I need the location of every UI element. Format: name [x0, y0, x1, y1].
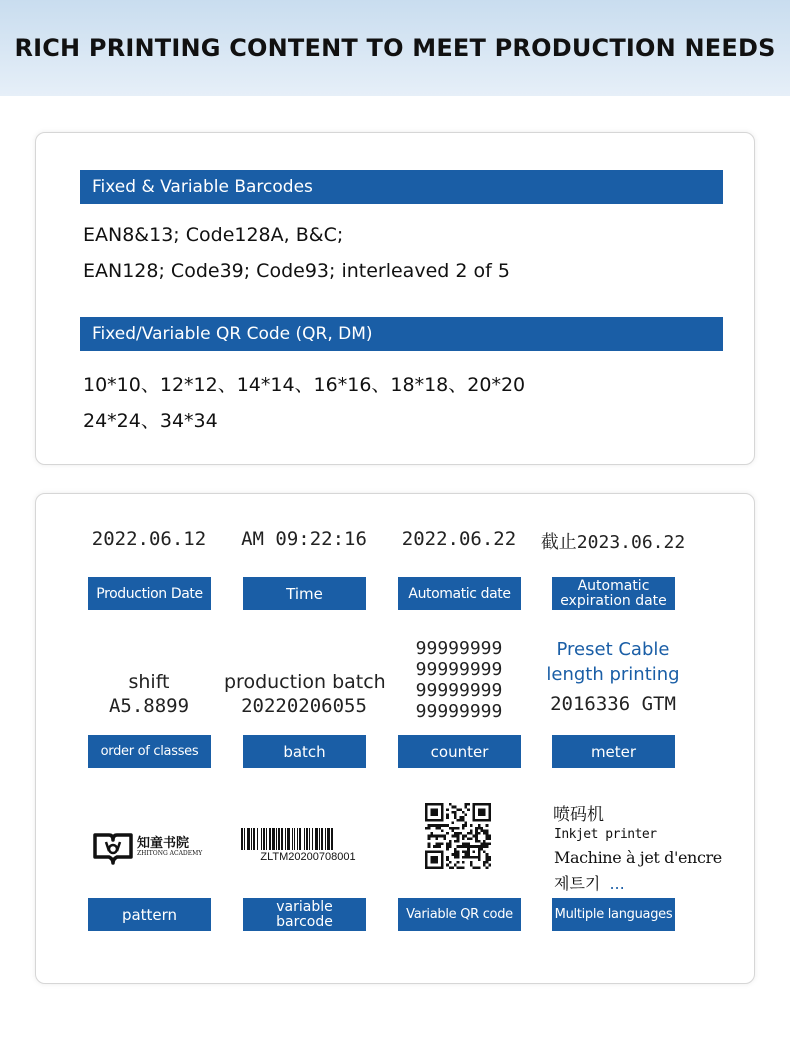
barcodes-heading: Fixed & Variable Barcodes [80, 170, 723, 204]
counter-row: 99999999 [415, 680, 503, 701]
counter-row: 99999999 [415, 638, 503, 659]
codes-card [35, 132, 755, 465]
qr-code-icon [425, 803, 491, 869]
lang-english: Inkjet printer [554, 827, 657, 842]
logo-cn-text: 知童书院 [137, 836, 190, 851]
variable-qr-label: Variable QR code [398, 898, 521, 931]
meter-heading-2: length printing [546, 664, 680, 685]
batch-label: batch [243, 735, 366, 768]
expiration-sample: 截止2023.06.22 [540, 532, 686, 553]
batch-sample-title: production batch [224, 671, 386, 693]
shift-sample-title: shift [128, 671, 170, 693]
logo-en-text: ZHITONG ACADEMY [137, 850, 203, 857]
time-sample: AM 09:22:16 [241, 528, 367, 550]
pattern-label: pattern [88, 898, 211, 931]
barcode-sample [239, 828, 379, 868]
qr-heading: Fixed/Variable QR Code (QR, DM) [80, 317, 723, 351]
page-header [0, 0, 790, 96]
batch-sample-value: 20220206055 [241, 695, 367, 717]
barcodes-line-1: EAN8&13; Code128A, B&C; [83, 224, 344, 246]
automatic-date-label: Automatic date [398, 577, 521, 610]
order-of-classes-label: order of classes [88, 735, 211, 768]
shift-sample-value: A5.8899 [108, 695, 190, 717]
lang-ellipsis: ... [609, 874, 625, 893]
pattern-logo [92, 825, 212, 871]
features-card [35, 493, 755, 984]
expiration-label-line-2: expiration date [560, 592, 667, 609]
barcode-graphic [239, 828, 377, 852]
qr-line-2: 24*24、34*34 [83, 410, 218, 432]
lang-korean-text: 제트기 [554, 874, 601, 893]
expiration-label-line-1: Automatic [577, 577, 650, 594]
counter-row: 99999999 [415, 701, 503, 722]
lang-korean [554, 871, 625, 894]
languages-sample [553, 800, 753, 895]
variable-barcode-label-line-2: barcode [276, 913, 333, 930]
page-title: RICH PRINTING CONTENT TO MEET PRODUCTION NEEDS [14, 34, 776, 62]
multiple-languages-label: Multiple languages [552, 898, 675, 931]
counter-sample [379, 638, 539, 722]
book-logo-icon [92, 827, 134, 867]
meter-heading-1: Preset Cable [556, 639, 670, 660]
counter-label: counter [398, 735, 521, 768]
meter-sample: 2016336 GTM [550, 693, 676, 715]
meter-label: meter [552, 735, 675, 768]
production-date-label: Production Date [88, 577, 211, 610]
time-label: Time [243, 577, 366, 610]
qr-line-1: 10*10、12*12、14*14、16*16、18*18、20*20 [83, 374, 526, 396]
barcode-text: ZLTM20200708001 [260, 851, 356, 863]
production-date-sample: 2022.06.12 [91, 528, 207, 550]
barcodes-line-2: EAN128; Code39; Code93; interleaved 2 of 5 [83, 260, 510, 282]
variable-barcode-label-line-1: variable [276, 898, 333, 915]
lang-french: Machine à jet d'encre [554, 848, 722, 867]
automatic-date-sample: 2022.06.22 [401, 528, 517, 550]
qr-code-sample [425, 803, 491, 869]
variable-barcode-label [243, 898, 366, 931]
lang-chinese: 喷码机 [553, 805, 604, 825]
counter-row: 99999999 [415, 659, 503, 680]
expiration-label [552, 577, 675, 610]
